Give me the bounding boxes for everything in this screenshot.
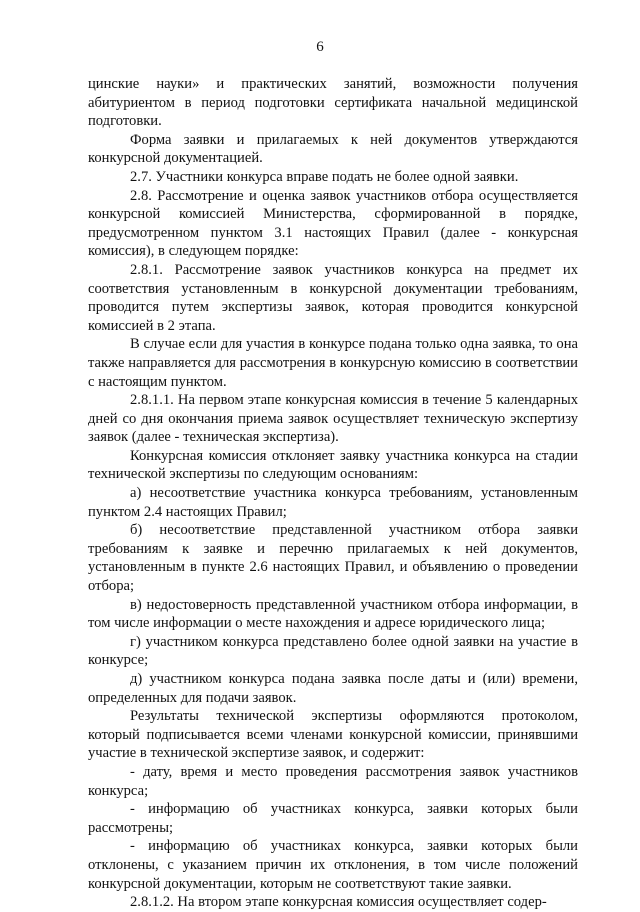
page-number: 6 xyxy=(316,39,324,55)
paragraph-2-8-1-2: 2.8.1.2. На втором этапе конкурсная комиссия осуществляет содер- xyxy=(130,894,547,911)
protocol-item-date: - дату, время и место проведения рассмотрения заявок участников конкурса; xyxy=(88,763,578,799)
paragraph-2-8-1-1: 2.8.1.1. На первом этапе конкурсная комиссия в течение 5 календарных дней со дня окончания приема заявок осуществляет техническую экспертизу заявок (далее - техническая экспертиза). xyxy=(88,392,578,446)
protocol-item-rejected: - информацию об участниках конкурса, заявки которых были отклонены, с указанием причин их отклонения, в том числе положений конкурсной документации, которым не соответствуют такие заявки. xyxy=(88,838,578,892)
paragraph-single-application: В случае если для участия в конкурсе подана только одна заявка, то она также направляется для рассмотрения в конкурсную комиссию в соответствии с настоящим пунктом. xyxy=(88,336,578,390)
document-body xyxy=(88,75,578,912)
list-item-d: д) участником конкурса подана заявка после даты и (или) времени, определенных для подачи заявок. xyxy=(88,671,578,706)
protocol-item-reviewed: - информацию об участниках конкурса, заявки которых были рассмотрены; xyxy=(88,801,578,836)
paragraph-form-of-application: Форма заявки и прилагаемых к ней документов утверждаются конкурсной документацией. xyxy=(88,131,578,167)
paragraph-rejection-grounds: Конкурсная комиссия отклоняет заявку участника конкурса на стадии технической экспертизы по следующим основаниям: xyxy=(88,447,578,483)
list-item-b: б) несоответствие представленной участником отбора заявки требованиям к заявке и перечню прилагаемых к ней документов, установленным в пункте 2.6 настоящих Правил, и объявлению о проведении отбора; xyxy=(88,522,578,595)
list-item-v: в) недостоверность представленной участником отбора информации, в том числе информации о месте нахождения и адресе юридического лица; xyxy=(88,596,578,632)
list-item-g: г) участником конкурса представлено более одной заявки на участие в конкурсе; xyxy=(88,633,578,669)
paragraph-2-8: 2.8. Рассмотрение и оценка заявок участников отбора осуществляется конкурсной комиссией Министерства, сформированной в порядке, предусмотренном пунктом 3.1 настоящих Правил (далее - конкурсная комиссия), в следующем порядке: xyxy=(88,187,578,260)
paragraph-protocol: Результаты технической экспертизы оформляются протоколом, который подписывается всеми членами конкурсной комиссии, принявшими участие в технической экспертизе заявок, и содержит: xyxy=(88,708,578,762)
paragraph-continued: цинские науки» и практических занятий, возможности получения абитуриентом в период подготовки сертификата начальной медицинской подготовки. xyxy=(88,76,578,130)
paragraph-2-7: 2.7. Участники конкурса вправе подать не более одной заявки. xyxy=(130,168,519,185)
list-item-a: а) несоответствие участника конкурса требованиям, установленным пунктом 2.4 настоящих Правил; xyxy=(88,485,578,520)
paragraph-2-8-1: 2.8.1. Рассмотрение заявок участников конкурса на предмет их соответствия установленным в конкурсной документации требованиям, проводится путем экспертизы заявок, которая проводится конкурсной комиссией в 2 этапа. xyxy=(88,261,578,334)
